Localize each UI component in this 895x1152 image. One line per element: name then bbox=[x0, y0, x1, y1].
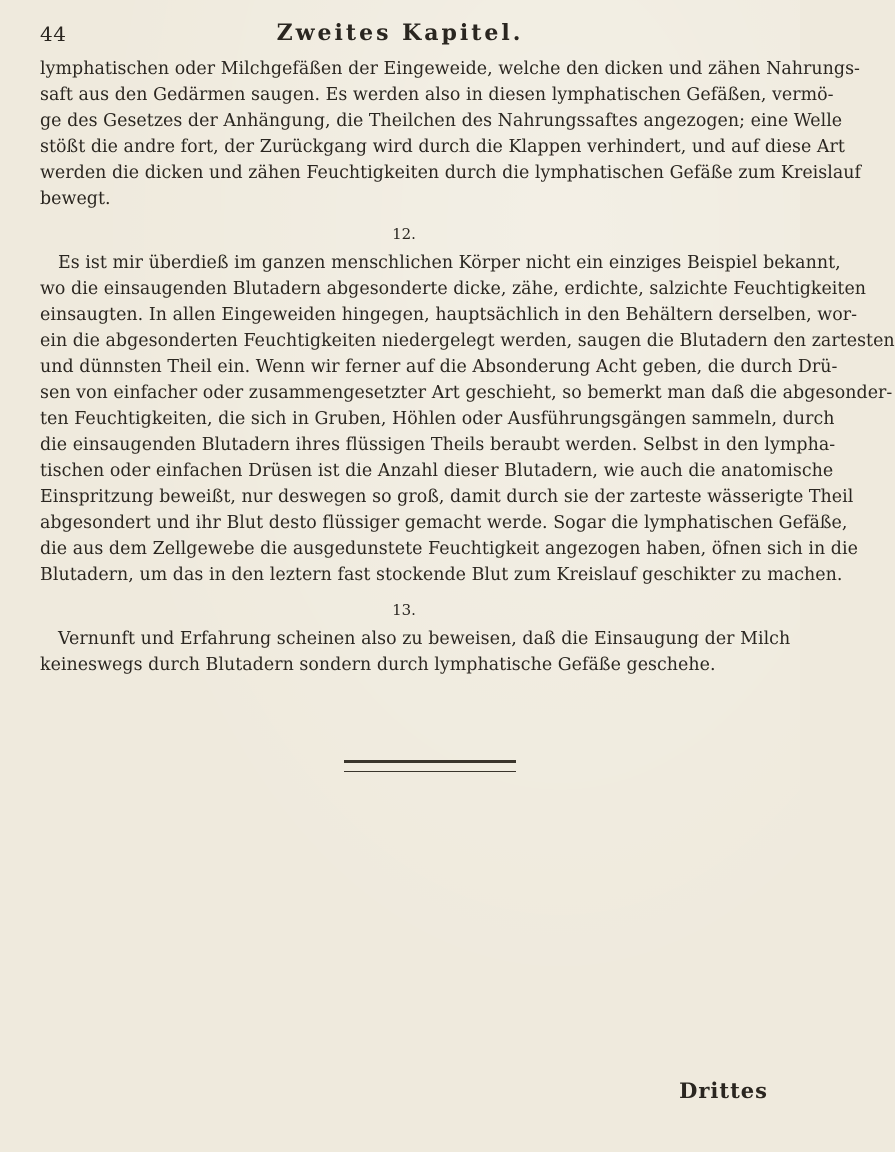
section-13-paragraph bbox=[40, 626, 791, 678]
text-line: werden die dicken und zähen Feuchtigkeiten durch die lymphatischen Gefäße zum Kreislauf bbox=[40, 163, 862, 183]
text-line: wo die einsaugenden Blutadern abgesonderte dicke, zähe, erdichte, salzichte Feuchtigkeiten bbox=[40, 279, 867, 299]
text-line: abgesondert und ihr Blut desto flüssiger gemacht werde. Sogar die lymphatischen Gefäße, bbox=[40, 513, 848, 533]
text-line: ein die abgesonderten Feuchtigkeiten niedergelegt werden, saugen die Blutadern den zartesten bbox=[40, 331, 895, 351]
text-line: die aus dem Zellgewebe die ausgedunstete Feuchtigkeit angezogen haben, öfnen sich in die bbox=[40, 539, 858, 559]
text-line: Einspritzung beweißt, nur deswegen so groß, damit durch sie der zarteste wässerigte Theil bbox=[40, 487, 854, 507]
text-line: keineswegs durch Blutadern sondern durch lymphatische Gefäße geschehe. bbox=[40, 655, 716, 675]
paragraph-continuation bbox=[40, 56, 862, 212]
page-number: 44 bbox=[40, 22, 67, 46]
text-line: Blutadern, um das in den leztern fast stockende Blut zum Kreislauf geschikter zu machen. bbox=[40, 565, 843, 585]
running-head: Zweites Kapitel. bbox=[276, 20, 524, 46]
text-line: ten Feuchtigkeiten, die sich in Gruben, Höhlen oder Ausführungsgängen sammeln, durch bbox=[40, 409, 835, 429]
body-text bbox=[40, 56, 895, 678]
text-line: sen von einfacher oder zusammengesetzter Art geschieht, so bemerkt man daß die abgesonder- bbox=[40, 383, 893, 403]
section-12-paragraph bbox=[40, 250, 895, 588]
text-line: tischen oder einfachen Drüsen ist die Anzahl dieser Blutadern, wie auch die anatomische bbox=[40, 461, 834, 481]
text-line: die einsaugenden Blutadern ihres flüssigen Theils beraubt werden. Selbst in den lympha- bbox=[40, 435, 836, 455]
text-line: saft aus den Gedärmen saugen. Es werden also in diesen lymphatischen Gefäßen, vermö- bbox=[40, 85, 834, 105]
text-line: stößt die andre fort, der Zurückgang wird durch die Klappen verhindert, und auf diese Art bbox=[40, 137, 845, 157]
text-line: einsaugten. In allen Eingeweiden hingegen, hauptsächlich in den Behältern derselben, wor- bbox=[40, 305, 858, 325]
section-number-12: 12. bbox=[392, 225, 416, 243]
text-line: lymphatischen oder Milchgefäßen der Eingeweide, welche den dicken und zähen Nahrungs- bbox=[40, 59, 860, 79]
page-header bbox=[40, 18, 760, 52]
text-line: bewegt. bbox=[40, 189, 111, 209]
text-line: und dünnsten Theil ein. Wenn wir ferner auf die Absonderung Acht geben, die durch Drü- bbox=[40, 357, 838, 377]
text-line: ge des Gesetzes der Anhängung, die Theilchen des Nahrungssaftes angezogen; eine Welle bbox=[40, 111, 843, 131]
text-line: Vernunft und Erfahrung scheinen also zu beweisen, daß die Einsaugung der Milch bbox=[58, 629, 791, 649]
catchword: Drittes bbox=[679, 1078, 768, 1103]
text-line: Es ist mir überdieß im ganzen menschlichen Körper nicht ein einziges Beispiel bekannt, bbox=[58, 253, 841, 273]
chapter-end-rule bbox=[344, 760, 516, 772]
section-number-13: 13. bbox=[392, 601, 416, 619]
